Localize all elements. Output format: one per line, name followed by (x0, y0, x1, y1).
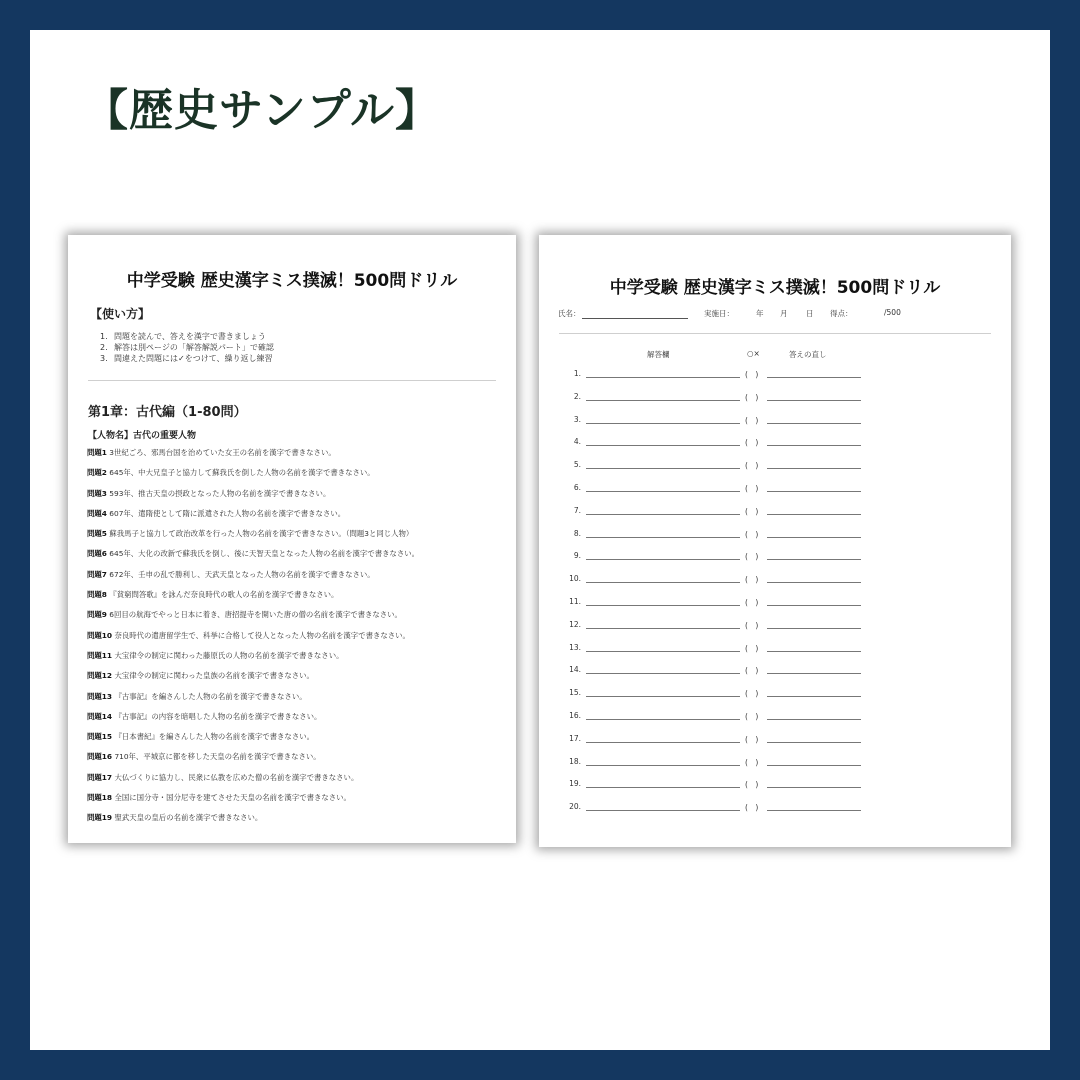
question-number: 問題6 (87, 549, 107, 559)
question-item (87, 713, 506, 733)
answer-line[interactable] (586, 423, 740, 424)
mark-column-header: ○× (747, 349, 760, 358)
answer-line[interactable] (586, 696, 740, 697)
answer-row-number: 10. (569, 574, 581, 584)
correction-line[interactable] (767, 491, 861, 492)
answer-row (559, 437, 999, 460)
mark-box[interactable]: ( ) (745, 620, 759, 630)
answer-page (539, 235, 1011, 847)
correction-line[interactable] (767, 742, 861, 743)
answer-row-number: 18. (569, 756, 581, 766)
answer-rows (559, 369, 999, 825)
question-text: 『貧窮問答歌』を詠んだ奈良時代の歌人の名前を漢字で書きなさい。 (109, 590, 339, 600)
question-number: 問題15 (87, 732, 113, 742)
question-item (87, 652, 506, 672)
mark-box[interactable]: ( ) (745, 575, 759, 585)
correction-line[interactable] (767, 582, 861, 583)
question-number: 問題7 (87, 569, 107, 579)
divider (559, 333, 991, 334)
month-label: 月 (780, 309, 788, 318)
question-item (87, 774, 506, 794)
mark-box[interactable]: ( ) (745, 483, 759, 493)
question-text: 6回目の航海でやっと日本に着き、唐招提寺を開いた唐の僧の名前を漢字で書きなさい。 (109, 610, 402, 620)
answer-line[interactable] (586, 719, 740, 720)
answer-line[interactable] (586, 673, 740, 674)
answer-line[interactable] (586, 787, 740, 788)
usage-item-number: 3. (100, 354, 108, 363)
question-list (87, 449, 506, 835)
answer-line[interactable] (586, 514, 740, 515)
question-number: 問題4 (87, 508, 107, 518)
answer-row-number: 8. (573, 528, 581, 538)
question-item (87, 632, 506, 652)
mark-box[interactable]: ( ) (745, 803, 759, 813)
answer-row (559, 369, 999, 392)
answer-row-number: 19. (569, 779, 581, 789)
answer-row-number: 1. (573, 369, 581, 378)
question-item (87, 753, 506, 773)
answer-line[interactable] (586, 742, 740, 743)
correction-line[interactable] (767, 628, 861, 629)
question-item (87, 611, 506, 631)
correction-line[interactable] (767, 673, 861, 674)
answer-row (559, 643, 999, 666)
question-item (87, 693, 506, 713)
question-item (87, 571, 506, 591)
answer-row-number: 5. (573, 460, 581, 470)
usage-item-text: 問題を読んで、答えを漢字で書きましょう (114, 332, 266, 341)
mark-box[interactable]: ( ) (745, 506, 759, 516)
answer-row-number: 11. (569, 596, 581, 606)
answer-row-number: 16. (569, 710, 581, 720)
answer-row (559, 415, 999, 438)
answer-row (559, 392, 999, 415)
mark-box[interactable]: ( ) (745, 597, 759, 607)
question-text: 672年、壬申の乱で勝利し、天武天皇となった人物の名前を漢字で書きなさい。 (109, 569, 375, 579)
mark-box[interactable]: ( ) (745, 666, 759, 676)
question-text: 3世紀ごろ、邪馬台国を治めていた女王の名前を漢字で書きなさい。 (109, 448, 336, 457)
mark-box[interactable]: ( ) (745, 552, 759, 562)
year-label: 年 (756, 309, 764, 318)
sample-heading: 【歴史サンプル】 (84, 85, 441, 136)
question-item (87, 814, 506, 834)
question-number: 問題8 (87, 590, 107, 600)
answer-row (559, 529, 999, 552)
answer-row-number: 2. (573, 391, 581, 401)
answer-line[interactable] (586, 445, 740, 446)
answer-line[interactable] (586, 582, 740, 583)
question-text: 聖武天皇の皇后の名前を漢字で書きなさい。 (114, 813, 263, 823)
answer-line[interactable] (586, 765, 740, 766)
question-number: 問題9 (87, 610, 107, 620)
question-item (87, 490, 506, 510)
usage-item-number: 1. (100, 332, 108, 341)
question-number: 問題13 (87, 691, 113, 701)
mark-box[interactable]: ( ) (745, 370, 759, 379)
mark-box[interactable]: ( ) (745, 780, 759, 790)
mark-box[interactable]: ( ) (745, 392, 759, 402)
answer-row-number: 6. (573, 482, 581, 492)
answer-row-number: 13. (569, 642, 581, 652)
answer-line[interactable] (586, 537, 740, 538)
answer-row (559, 551, 999, 574)
answer-row (559, 711, 999, 734)
usage-item-text: 解答は別ページの「解答解説パート」で確認 (114, 343, 274, 352)
answer-page-title: 中学受験 歴史漢字ミス撲滅！500問ドリル (609, 278, 941, 298)
correction-column-header: 答えの直し (789, 350, 827, 359)
answer-line[interactable] (586, 491, 740, 492)
mark-box[interactable]: ( ) (745, 461, 759, 471)
answer-row-number: 4. (573, 437, 581, 447)
answer-row-number: 17. (569, 733, 581, 743)
question-text: 『日本書紀』を編さんした人物の名前を漢字で書きなさい。 (114, 732, 314, 742)
answer-line[interactable] (586, 559, 740, 560)
answer-row (559, 779, 999, 802)
answer-row (559, 734, 999, 757)
question-number: 問題11 (87, 650, 113, 660)
answer-row (559, 574, 999, 597)
correction-line[interactable] (767, 696, 861, 697)
usage-item-number: 2. (100, 343, 108, 352)
question-number: 問題16 (87, 752, 113, 762)
mark-box[interactable]: ( ) (745, 757, 759, 767)
answer-row-number: 15. (569, 688, 581, 698)
usage-title: 【使い方】 (90, 307, 151, 321)
mark-box[interactable]: ( ) (745, 415, 759, 425)
question-number: 問題1 (87, 448, 107, 457)
sample-card (30, 30, 1050, 1050)
question-item (87, 530, 506, 550)
question-text: 奈良時代の遣唐留学生で、科挙に合格して役人となった人物の名前を漢字で書きなさい。 (114, 630, 410, 640)
correction-line[interactable] (767, 468, 861, 469)
usage-list (100, 331, 274, 364)
correction-line[interactable] (767, 559, 861, 560)
answer-line[interactable] (586, 810, 740, 811)
day-label: 日 (806, 309, 814, 318)
answer-row (559, 506, 999, 529)
answer-row-number: 12. (569, 619, 581, 629)
question-text: 645年、大化の改新で蘇我氏を倒し、後に天智天皇となった人物の名前を漢字で書きなさい。 (109, 549, 420, 559)
score-label: 得点： (830, 309, 853, 318)
correction-line[interactable] (767, 537, 861, 538)
answer-row-number: 14. (569, 665, 581, 675)
answer-column-header: 解答欄 (647, 350, 670, 359)
question-item (87, 550, 506, 570)
question-item (87, 794, 506, 814)
correction-line[interactable] (767, 719, 861, 720)
answer-row (559, 688, 999, 711)
correction-line[interactable] (767, 651, 861, 652)
score-total: /500 (884, 308, 901, 317)
mark-box[interactable]: ( ) (745, 438, 759, 448)
question-item (87, 672, 506, 692)
correction-line[interactable] (767, 423, 861, 424)
chapter-title: 第1章：古代編（1-80問） (88, 405, 247, 420)
answer-row (559, 802, 999, 825)
question-number: 問題19 (87, 813, 113, 823)
question-number: 問題3 (87, 488, 107, 498)
answer-row (559, 597, 999, 620)
section-title: 【人物名】古代の重要人物 (88, 431, 197, 441)
question-number: 問題2 (87, 468, 107, 478)
answer-row (559, 665, 999, 688)
mark-box[interactable]: ( ) (745, 711, 759, 721)
answer-line[interactable] (586, 651, 740, 652)
mark-box[interactable]: ( ) (745, 689, 759, 699)
correction-line[interactable] (767, 377, 861, 378)
name-label: 氏名： (558, 309, 581, 318)
correction-line[interactable] (767, 787, 861, 788)
name-field[interactable] (582, 318, 688, 319)
question-text: 大仏づくりに協力し、民衆に仏教を広めた僧の名前を漢字で書きなさい。 (114, 772, 359, 782)
usage-item (100, 342, 274, 353)
answer-row-number: 7. (573, 505, 581, 515)
correction-line[interactable] (767, 514, 861, 515)
question-text: 全国に国分寺・国分尼寺を建てさせた天皇の名前を漢字で書きなさい。 (114, 793, 351, 803)
question-number: 問題18 (87, 793, 113, 803)
answer-row (559, 757, 999, 780)
question-text: 593年、推古天皇の摂政となった人物の名前を漢字で書きなさい。 (109, 488, 331, 498)
answer-line[interactable] (586, 468, 740, 469)
question-text: 607年、遣隋使として隋に派遣された人物の名前を漢字で書きなさい。 (109, 508, 346, 518)
usage-item-text: 間違えた問題には✓をつけて、繰り返し練習 (114, 354, 273, 363)
answer-line[interactable] (586, 400, 740, 401)
question-text: 『古事記』の内容を暗唱した人物の名前を漢字で書きなさい。 (114, 711, 322, 721)
question-page (68, 235, 516, 843)
answer-row-number: 9. (573, 551, 581, 561)
question-number: 問題5 (87, 529, 107, 539)
usage-item (100, 331, 274, 342)
correction-line[interactable] (767, 765, 861, 766)
question-item (87, 469, 506, 489)
question-page-title: 中学受験 歴史漢字ミス撲滅！500問ドリル (126, 271, 458, 291)
correction-line[interactable] (767, 400, 861, 401)
question-text: 蘇我馬子と協力して政治改革を行った人物の名前を漢字で書きなさい。（問題3と同じ人物） (109, 529, 414, 539)
date-label: 実施日： (704, 309, 734, 318)
question-text: 大宝律令の制定に関わった藤原氏の人物の名前を漢字で書きなさい。 (114, 650, 344, 660)
usage-item (100, 353, 274, 364)
question-number: 問題10 (87, 630, 113, 640)
mark-box[interactable]: ( ) (745, 643, 759, 653)
question-item (87, 591, 506, 611)
correction-line[interactable] (767, 445, 861, 446)
question-text: 大宝律令の制定に関わった皇族の名前を漢字で書きなさい。 (114, 671, 314, 681)
answer-row (559, 483, 999, 506)
mark-box[interactable]: ( ) (745, 529, 759, 539)
answer-line[interactable] (586, 377, 740, 378)
answer-row (559, 620, 999, 643)
question-text: 『古事記』を編さんした人物の名前を漢字で書きなさい。 (114, 691, 307, 701)
answer-row (559, 460, 999, 483)
question-number: 問題12 (87, 671, 113, 681)
answer-line[interactable] (586, 628, 740, 629)
correction-line[interactable] (767, 605, 861, 606)
mark-box[interactable]: ( ) (745, 734, 759, 744)
question-text: 710年、平城京に都を移した天皇の名前を漢字で書きなさい。 (114, 752, 321, 762)
question-item (87, 733, 506, 753)
divider (88, 380, 496, 381)
question-text: 645年、中大兄皇子と協力して蘇我氏を倒した人物の名前を漢字で書きなさい。 (109, 468, 375, 478)
answer-row-number: 3. (573, 414, 581, 424)
question-item (87, 510, 506, 530)
answer-line[interactable] (586, 605, 740, 606)
correction-line[interactable] (767, 810, 861, 811)
answer-row-number: 20. (569, 802, 581, 812)
question-number: 問題14 (87, 711, 113, 721)
question-number: 問題17 (87, 772, 113, 782)
question-item (87, 449, 506, 469)
